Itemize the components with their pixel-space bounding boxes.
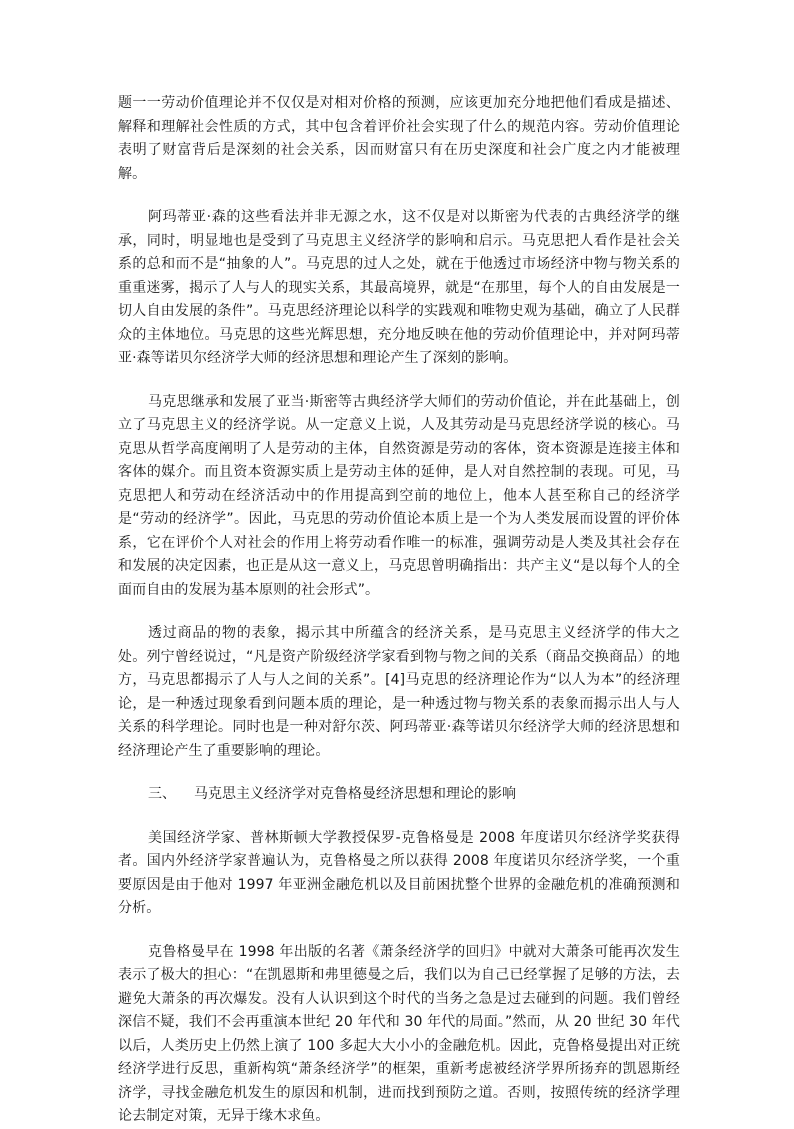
paragraph-krugman-intro: 美国经济学家、普林斯顿大学教授保罗-克鲁格曼是 2008 年度诺贝尔经济学奖获得者。国内外经济学家普遍认为，克鲁格曼之所以获得 2008 年度诺贝尔经济学奖，一个重要原因是由于他对 1997 年亚洲金融危机以及目前困扰整个世界的金融危机的准确预测和分析。: [118, 829, 680, 916]
document-body: [118, 92, 680, 1129]
paragraph-continued: 题一一劳动价值理论并不仅仅是对相对价格的预测，应该更加充分地把他们看成是描述、解释和理解社会性质的方式，其中包含着评价社会实现了什么的规范内容。劳动价值理论表明了财富背后是深刻的社会关系，因而财富只有在历史深度和社会广度之内才能被理解。: [118, 95, 680, 182]
paragraph-marx-labor-theory: 马克思继承和发展了亚当·斯密等古典经济学大师们的劳动价值论，并在此基础上，创立了马克思主义的经济学说。从一定意义上说，人及其劳动是马克思经济学说的核心。马克思从哲学高度阐明了人是劳动的主体，自然资源是劳动的客体，资本资源是连接主体和客体的媒介。而且资本资源实质上是劳动主体的延伸，是人对自然控制的表现。可见，马克思把人和劳动在经济活动中的作用提高到空前的地位上，他本人甚至称自己的经济学是“劳动的经济学”。因此，马克思的劳动价值论本质上是一个为人类发展而设置的评价体系，它在评价个人对社会的作用上将劳动看作唯一的标准，强调劳动是人类及其社会存在和发展的决定因素，也正是从这一意义上，马克思曾明确指出：共产主义“是以每个人的全面而自由的发展为基本原则的社会形式”。: [118, 393, 680, 598]
paragraph-krugman-depression: 克鲁格曼早在 1998 年出版的名著《萧条经济学的回归》中就对大萧条可能再次发生表示了极大的担心：“在凯恩斯和弗里德曼之后，我们以为自己已经掌握了足够的方法，去避免大萧条的再次爆发。没有人认识到这个时代的当务之急是过去碰到的问题。我们曾经深信不疑，我们不会再重演本世纪 20 年代和 30 年代的局面。”然而，从 20 世纪 30 年代以后，人类历史上仍然上演了 100 多起大大小小的金融危机。因此，克鲁格曼提出对正统经济学进行反思，重新构筑“萧条经济学”的框架，重新考虑被经济学界所扬弃的凯恩斯经济学，寻找金融危机发生的原因和机制，进而找到预防之道。否则，按照传统的经济学理论去制定对策，无异于缘木求鱼。: [118, 943, 680, 1124]
section-number: 三、: [148, 786, 176, 802]
paragraph-amartya-sen: 阿玛蒂亚·森的这些看法并非无源之水，这不仅是对以斯密为代表的古典经济学的继承，同时，明显地也是受到了马克思主义经济学的影响和启示。马克思把人看作是社会关系的总和而不是“抽象的人”。马克思的过人之处，就在于他透过市场经济中物与物关系的重重迷雾，揭示了人与人的现实关系，其最高境界，就是“在那里，每个人的自由发展是一切人自由发展的条件”。马克思经济理论以科学的实践观和唯物史观为基础，确立了人民群众的主体地位。马克思的这些光辉思想，充分地反映在他的劳动价值理论中，并对阿玛蒂亚·森等诺贝尔经济学大师的经济思想和理论产生了深刻的影响。: [118, 209, 680, 366]
section-heading: [118, 783, 680, 807]
paragraph-economic-relations: 透过商品的物的表象，揭示其中所蕴含的经济关系，是马克思主义经济学的伟大之处。列宁曾经说过，“凡是资产阶级经济学家看到物与物之间的关系（商品交换商品）的地方，马克思都揭示了人与人之间的关系”。[4]马克思的经济理论作为“以人为本”的经济理论，是一种透过现象看到问题本质的理论，是一种透过物与物关系的表象而揭示出人与人关系的科学理论。同时也是一种对舒尔茨、阿玛蒂亚·森等诺贝尔经济学大师的经济思想和经济理论产生了重要影响的理论。: [118, 625, 680, 759]
section-title: 马克思主义经济学对克鲁格曼经济思想和理论的影响: [194, 786, 516, 802]
